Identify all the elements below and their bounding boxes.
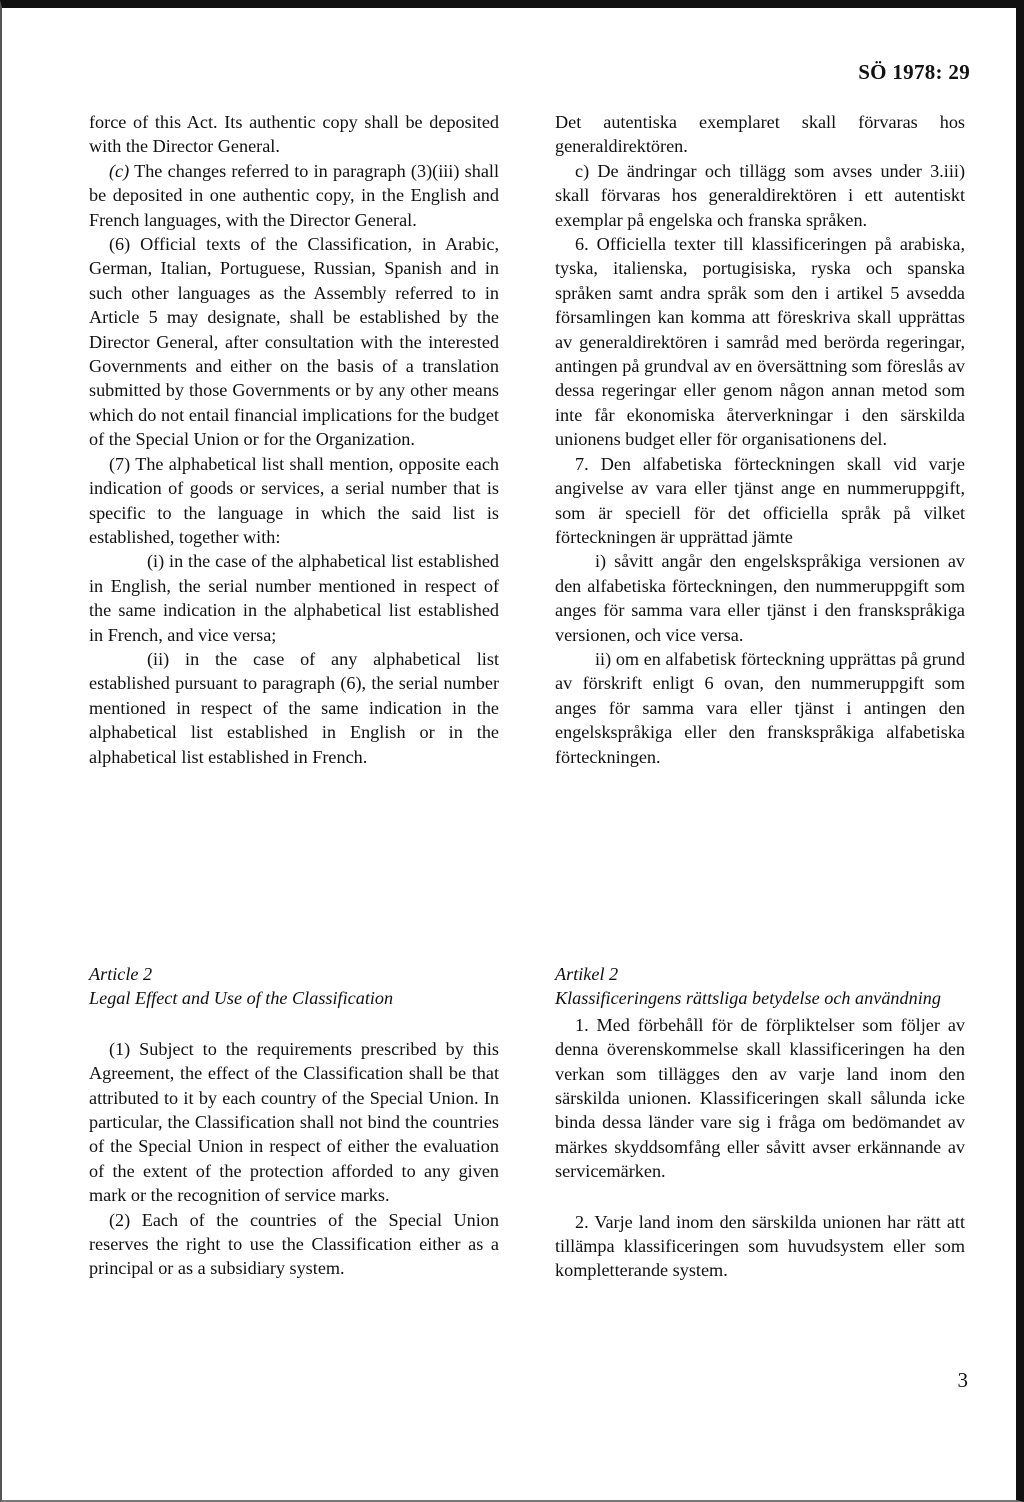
en-article-heading: Article 2 — [89, 964, 153, 984]
en-article-title: Legal Effect and Use of the Classification — [89, 988, 394, 1009]
en-continuation: force of this Act. Its authentic copy shall be deposited with the Director General. — [89, 112, 499, 157]
sv-article-2-paragraph-1: 1. Med förbehåll för de förpliktelser som följer av denna överenskommelse skall klassificeringen ha den verkan som tillägges den av varje land inom den särskilda unionen. Klassificeringen skall sålunda icke binda dessa länder vare sig i fråga om bedömandet av märkes skyddsomfång eller såvitt avser erkännande av servicemärken. — [555, 1014, 965, 1182]
en-paragraph-6: (6) Official texts of the Classification, in Arabic, German, Italian, Portuguese, Russian, Spanish and in such other languages as the Assembly referred to in Article 5 may designate, shall be established by the Director General, after consultation with the interested Governments and either on the basis of a translation submitted by those Governments or by any other means which do not entail financial implications for the budget of the Special Union or for the Organization. — [89, 234, 499, 450]
swedish-column — [555, 110, 965, 769]
en-article-2 — [89, 962, 499, 1281]
en-c-text: The changes referred to in paragraph (3)(iii) shall be deposited in one authentic copy, in the English and French languages, with the Director General. — [89, 160, 499, 230]
document-reference: SÖ 1978: 29 — [858, 60, 970, 84]
en-paragraph-7: (7) The alphabetical list shall mention, opposite each indication of goods or services, a serial number that is specific to the language in which the said list is established, together with: — [89, 453, 499, 547]
en-article-2-paragraph-1: (1) Subject to the requirements prescribed by this Agreement, the effect of the Classification shall be that attributed to it by each country of the Special Union. In particular, the Classification shall not bind the countries of the Special Union in respect of either the evaluation of the extent of the protection afforded to any given mark or the recognition of service marks. — [89, 1038, 499, 1206]
en-paragraph-7-ii: (ii) in the case of any alphabetical list established pursuant to paragraph (6), the serial number mentioned in respect of the same indication in the alphabetical list established in English or in the alphabetical list established in French. — [89, 648, 499, 767]
sv-paragraph-7: 7. Den alfabetiska förteckningen skall vid varje angivelse av vara eller tjänst ange en nummeruppgift, som är speciell för det officiella språk på vilket förteckningen är upprättad jämte — [555, 453, 965, 547]
sv-article-2 — [555, 962, 965, 1283]
en-article-2-paragraph-2: (2) Each of the countries of the Special Union reserves the right to use the Classification either as a principal or as a subsidiary system. — [89, 1209, 499, 1279]
english-column — [89, 110, 499, 769]
en-paragraph-7-i: (i) in the case of the alphabetical list established in English, the serial number mentioned in respect of the same indication in the alphabetical list established in French, and vice versa; — [89, 551, 499, 645]
sv-article-2-paragraph-2: 2. Varje land inom den särskilda unionen har rätt att tillämpa klassificeringen som huvudsystem eller som kompletterande system. — [555, 1211, 965, 1281]
sv-continuation: Det autentiska exemplaret skall förvaras hos generaldirektören. — [555, 112, 965, 157]
sv-paragraph-c: c) De ändringar och tillägg som avses under 3.iii) skall förvaras hos generaldirektören i ett autentiskt exemplar på engelska och franska språken. — [555, 160, 965, 230]
sv-paragraph-6: 6. Officiella texter till klassificeringen på arabiska, tyska, italienska, portugisiska, ryska och spanska språken samt andra språk som den i artikel 5 avsedda församlingen kan komma att föreskriva skall upprättas av generaldirektören i samråd med berörda regeringar, antingen på grundval av en översättning som föreslås av dessa regeringar eller genom någon annan metod som inte får ekonomiska återverkningar i den särskilda unionens budget eller för organisationens del. — [555, 234, 965, 450]
en-c-label: (c) — [109, 160, 130, 181]
sv-paragraph-7-ii: ii) om en alfabetisk förteckning upprättas på grund av förskrift enligt 6 ovan, den nummeruppgift som anges för samma vara eller tjänst i antingen den engelskspråkiga eller den franskspråkiga alfabetiska förteckningen. — [555, 648, 965, 767]
en-paragraph-c — [89, 159, 499, 232]
sv-article-heading: Artikel 2 — [555, 964, 619, 984]
page-number: 3 — [957, 1368, 968, 1392]
sv-paragraph-7-i: i) såvitt angår den engelskspråkiga versionen av den alfabetiska förteckningen, den nummeruppgift som anges för samma vara eller tjänst i den franskspråkiga versionen, och vice versa. — [555, 551, 965, 645]
sv-article-title: Klassificeringens rättsliga betydelse och användning — [555, 988, 941, 1009]
